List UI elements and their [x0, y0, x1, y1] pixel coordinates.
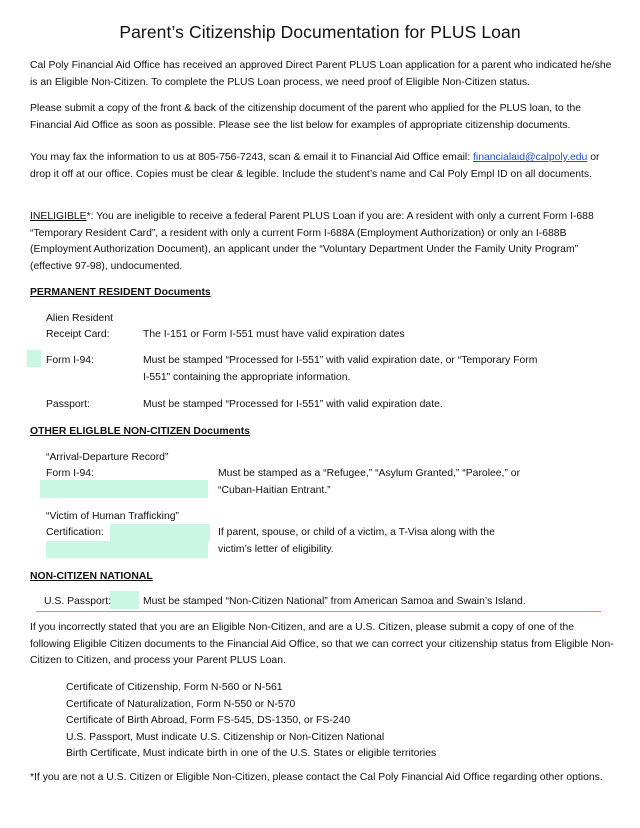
- list-item: Birth Certificate, Must indicate birth in one of the U.S. States or eligible territories: [66, 748, 437, 759]
- email-link[interactable]: financialaid@calpoly.edu: [473, 152, 588, 163]
- list-item: U.S. Passport, Must indicate U.S. Citizenship or Non-Citizen National: [66, 731, 385, 743]
- intro-paragraph-1: Cal Poly Financial Aid Office has received an approved Direct Parent PLUS Loan application for a parent who indicated he/she is an Eligible Non-Citizen. To complete the PLUS Loan process, we need proof of Eligible Non-Citizen status.: [30, 60, 612, 88]
- footnote: *If you are not a U.S. Citizen or Eligible Non-Citizen, please contact the Cal Poly Financial Aid Office regarding other options.: [30, 772, 603, 783]
- form-field-highlight[interactable]: [40, 480, 208, 498]
- list-item: Certificate of Birth Abroad, Form FS-545, DS-1350, or FS-240: [66, 715, 351, 726]
- list-item: Certificate of Naturalization, Form N-550 or N-570: [66, 698, 296, 710]
- alien-resident-description: The I-151 or Form I-551 must have valid expiration dates: [143, 329, 405, 340]
- section-divider: [36, 611, 601, 612]
- ineligible-text: You are ineligible to receive a federal Parent PLUS Loan if you are: A resident with only a current Form I-688 “Temporary Resident Card”, a resident with only a current Form I-688A (Employment Authorization) or only an I-688B (Employment Authorization Document), an applicant under the “Voluntary Department Under the Family Unity Program” (effective 97-98), undocumented.: [30, 211, 594, 272]
- intro-paragraph-2: Please submit a copy of the front & back of the citizenship document of the parent who applied for the PLUS loan, to the Financial Aid Office as soon as possible. Please see the list below for examples of appropriate citizenship documents.: [30, 103, 582, 131]
- arrival-description: Must be stamped as a “Refugee,” “Asylum Granted,” “Parolee,” or “Cuban-Haitian Entrant.”: [218, 468, 521, 496]
- us-passport-label: U.S. Passport:: [44, 596, 111, 607]
- receipt-card-label: Receipt Card:: [46, 329, 110, 340]
- form-field-highlight[interactable]: [27, 350, 41, 367]
- non-citizen-national-heading: NON-CITIZEN NATIONAL: [30, 571, 153, 582]
- list-item: Certificate of Citizenship, Form N-560 or N-561: [66, 682, 283, 693]
- victim-description: If parent, spouse, or child of a victim, a T-Visa along with the victim’s letter of eligibility.: [218, 527, 495, 555]
- ineligible-star: *:: [86, 211, 94, 222]
- ineligible-paragraph: [30, 209, 615, 275]
- passport-description: Must be stamped “Processed for I-551” with valid expiration date.: [143, 399, 443, 410]
- certification-label: Certification:: [46, 527, 104, 538]
- passport-label: Passport:: [46, 399, 90, 410]
- form-i94-description: Must be stamped “Processed for I-551” with valid expiration date, or “Temporary Form I-551” containing the appropriate information.: [143, 355, 538, 383]
- contact-text-after: or drop it off at our office. Copies must be clear & legible. Include the student’s name and Cal Poly Empl ID on all documents.: [30, 152, 600, 180]
- page-title: Parent’s Citizenship Documentation for PLUS Loan: [119, 22, 521, 42]
- form-i94-label: Form I-94:: [46, 355, 94, 366]
- citizen-documents-list: [66, 680, 436, 763]
- incorrect-status-paragraph: If you incorrectly stated that you are an Eligible Non-Citizen, and are a U.S. Citizen, please submit a copy of one of the following Eligible Citizen documents to the Financial Aid Office, so that we can correct your citizenship status from Eligible Non-Citizen to Citizen, and process your Parent PLUS Loan.: [30, 622, 614, 666]
- other-eligible-heading: OTHER ELIGLBLE NON-CITIZEN Documents: [30, 426, 250, 437]
- form-field-highlight[interactable]: [110, 591, 139, 609]
- permanent-resident-heading: PERMANENT RESIDENT Documents: [30, 287, 211, 298]
- form-field-highlight[interactable]: [110, 524, 210, 541]
- arrival-form-label: Form I-94:: [46, 468, 94, 479]
- victim-trafficking-label: “Victim of Human Trafficking”: [46, 511, 180, 522]
- arrival-departure-label: “Arrival-Departure Record”: [46, 452, 169, 463]
- contact-paragraph: [30, 150, 615, 183]
- ineligible-label: INELIGIBLE: [30, 211, 87, 222]
- alien-resident-label: Alien Resident: [46, 313, 114, 324]
- form-field-highlight[interactable]: [46, 541, 208, 558]
- contact-text-before: You may fax the information to us at 805-756-7243, scan & email it to Financial Aid Office email:: [30, 152, 473, 163]
- us-passport-description: Must be stamped “Non-Citizen National” from American Samoa and Swain’s Island.: [143, 596, 526, 607]
